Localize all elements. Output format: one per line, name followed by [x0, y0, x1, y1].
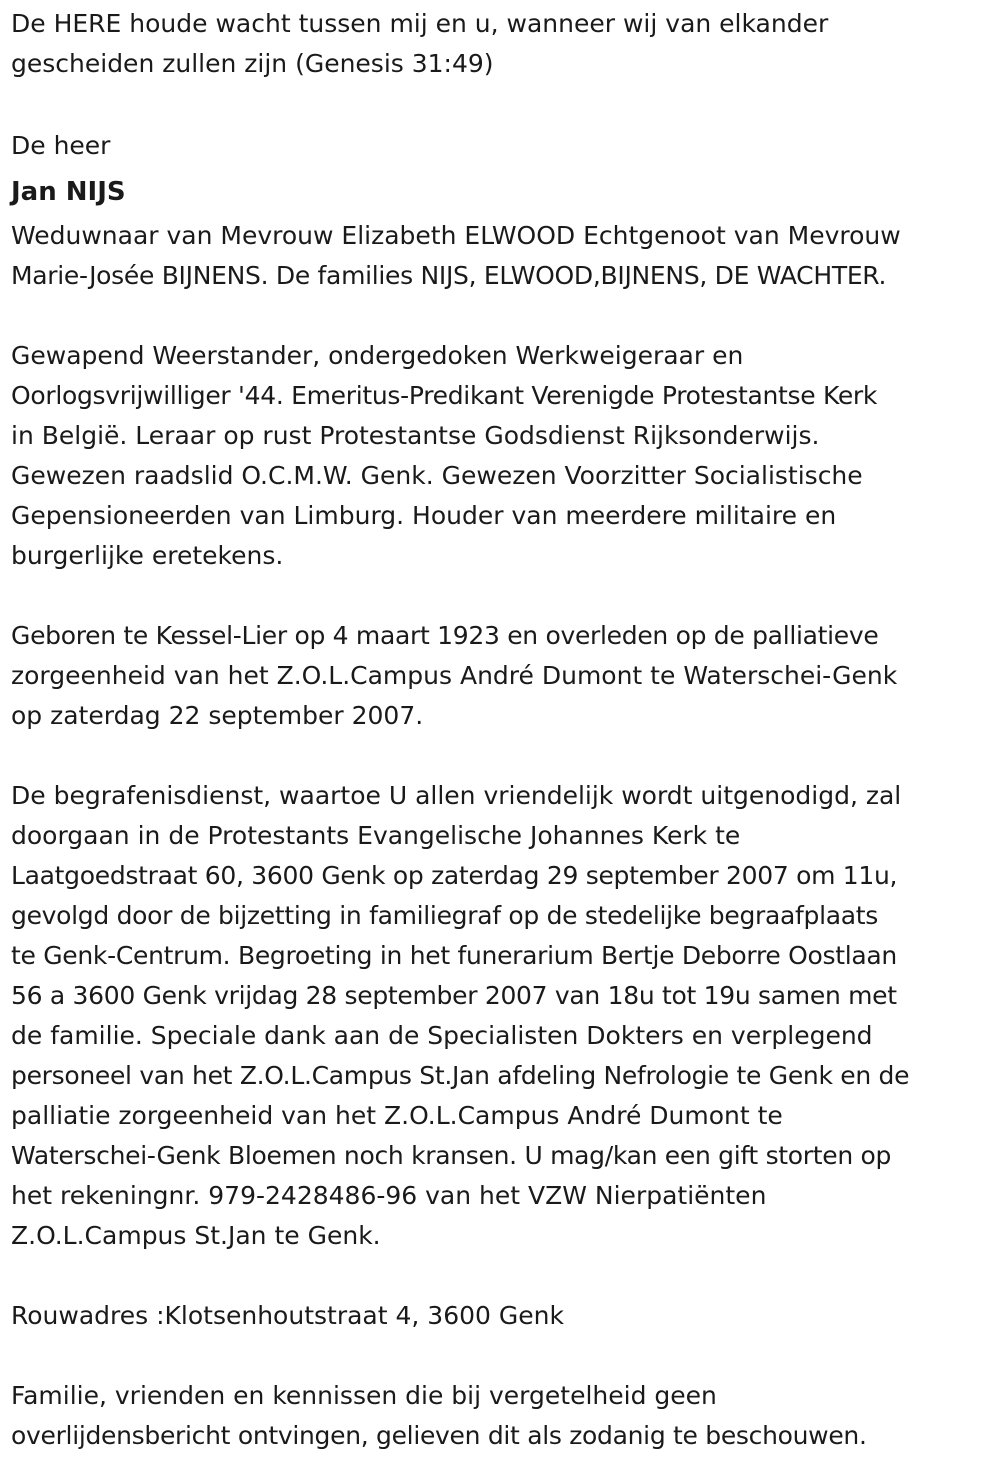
service-line: Waterschei-Genk Bloemen noch kransen. U mag/kan een gift storten op	[11, 1141, 892, 1170]
service-line: 56 a 3600 Genk vrijdag 28 september 2007 van 18u tot 19u samen met	[11, 981, 897, 1010]
family-line: Weduwnaar van Mevrouw Elizabeth ELWOOD Echtgenoot van Mevrouw	[11, 221, 901, 250]
spacer	[11, 296, 990, 336]
family-paragraph	[11, 216, 990, 296]
service-line: De begrafenisdienst, waartoe U allen vriendelijk wordt uitgenodigd, zal	[11, 781, 902, 810]
birth-death-paragraph	[11, 616, 990, 736]
bible-verse	[11, 4, 990, 84]
spacer	[11, 1336, 990, 1376]
birth-death-line: op zaterdag 22 september 2007.	[11, 701, 424, 730]
biography-line: burgerlijke eretekens.	[11, 541, 284, 570]
deceased-name: Jan NIJS	[11, 177, 126, 207]
biography-line: Gewapend Weerstander, ondergedoken Werkweigeraar en	[11, 341, 744, 370]
biography-line: Gewezen raadslid O.C.M.W. Genk. Gewezen Voorzitter Socialistische	[11, 461, 863, 490]
spacer	[11, 736, 990, 776]
birth-death-line: Geboren te Kessel-Lier op 4 maart 1923 en overleden op de palliatieve	[11, 621, 879, 650]
salutation: De heer	[11, 131, 111, 160]
biography-line: Oorlogsvrijwilliger '44. Emeritus-Predikant Verenigde Protestantse Kerk	[11, 381, 878, 410]
biography-paragraph	[11, 336, 990, 576]
service-line: gevolgd door de bijzetting in familiegraf op de stedelijke begraafplaats	[11, 901, 879, 930]
service-line: Z.O.L.Campus St.Jan te Genk.	[11, 1221, 381, 1250]
service-line: Laatgoedstraat 60, 3600 Genk op zaterdag 29 september 2007 om 11u,	[11, 861, 898, 890]
closing-line: Familie, vrienden en kennissen die bij vergetelheid geen	[11, 1381, 717, 1410]
service-line: het rekeningnr. 979-2428486-96 van het VZW Nierpatiënten	[11, 1181, 767, 1210]
mourning-address: Rouwadres :Klotsenhoutstraat 4, 3600 Genk	[11, 1301, 564, 1330]
birth-death-line: zorgeenheid van het Z.O.L.Campus André Dumont te Waterschei-Genk	[11, 661, 898, 690]
verse-line: gescheiden zullen zijn (Genesis 31:49)	[11, 49, 494, 78]
service-line: palliatie zorgeenheid van het Z.O.L.Campus André Dumont te	[11, 1101, 783, 1130]
spacer	[11, 576, 990, 616]
closing-paragraph	[11, 1376, 990, 1456]
spacer	[11, 1256, 990, 1296]
service-line: te Genk-Centrum. Begroeting in het funerarium Bertje Deborre Oostlaan	[11, 941, 897, 970]
verse-line: De HERE houde wacht tussen mij en u, wanneer wij van elkander	[11, 9, 829, 38]
service-line: doorgaan in de Protestants Evangelische Johannes Kerk te	[11, 821, 741, 850]
biography-line: Gepensioneerden van Limburg. Houder van meerdere militaire en	[11, 501, 837, 530]
closing-line: overlijdensbericht ontvingen, gelieven dit als zodanig te beschouwen.	[11, 1421, 867, 1450]
service-paragraph	[11, 776, 990, 1256]
spacer	[11, 84, 990, 124]
family-line: Marie-Josée BIJNENS. De families NIJS, ELWOOD,BIJNENS, DE WACHTER.	[11, 261, 887, 290]
biography-line: in België. Leraar op rust Protestantse Godsdienst Rijksonderwijs.	[11, 421, 820, 450]
service-line: personeel van het Z.O.L.Campus St.Jan afdeling Nefrologie te Genk en de	[11, 1061, 910, 1090]
service-line: de familie. Speciale dank aan de Specialisten Dokters en verplegend	[11, 1021, 873, 1050]
